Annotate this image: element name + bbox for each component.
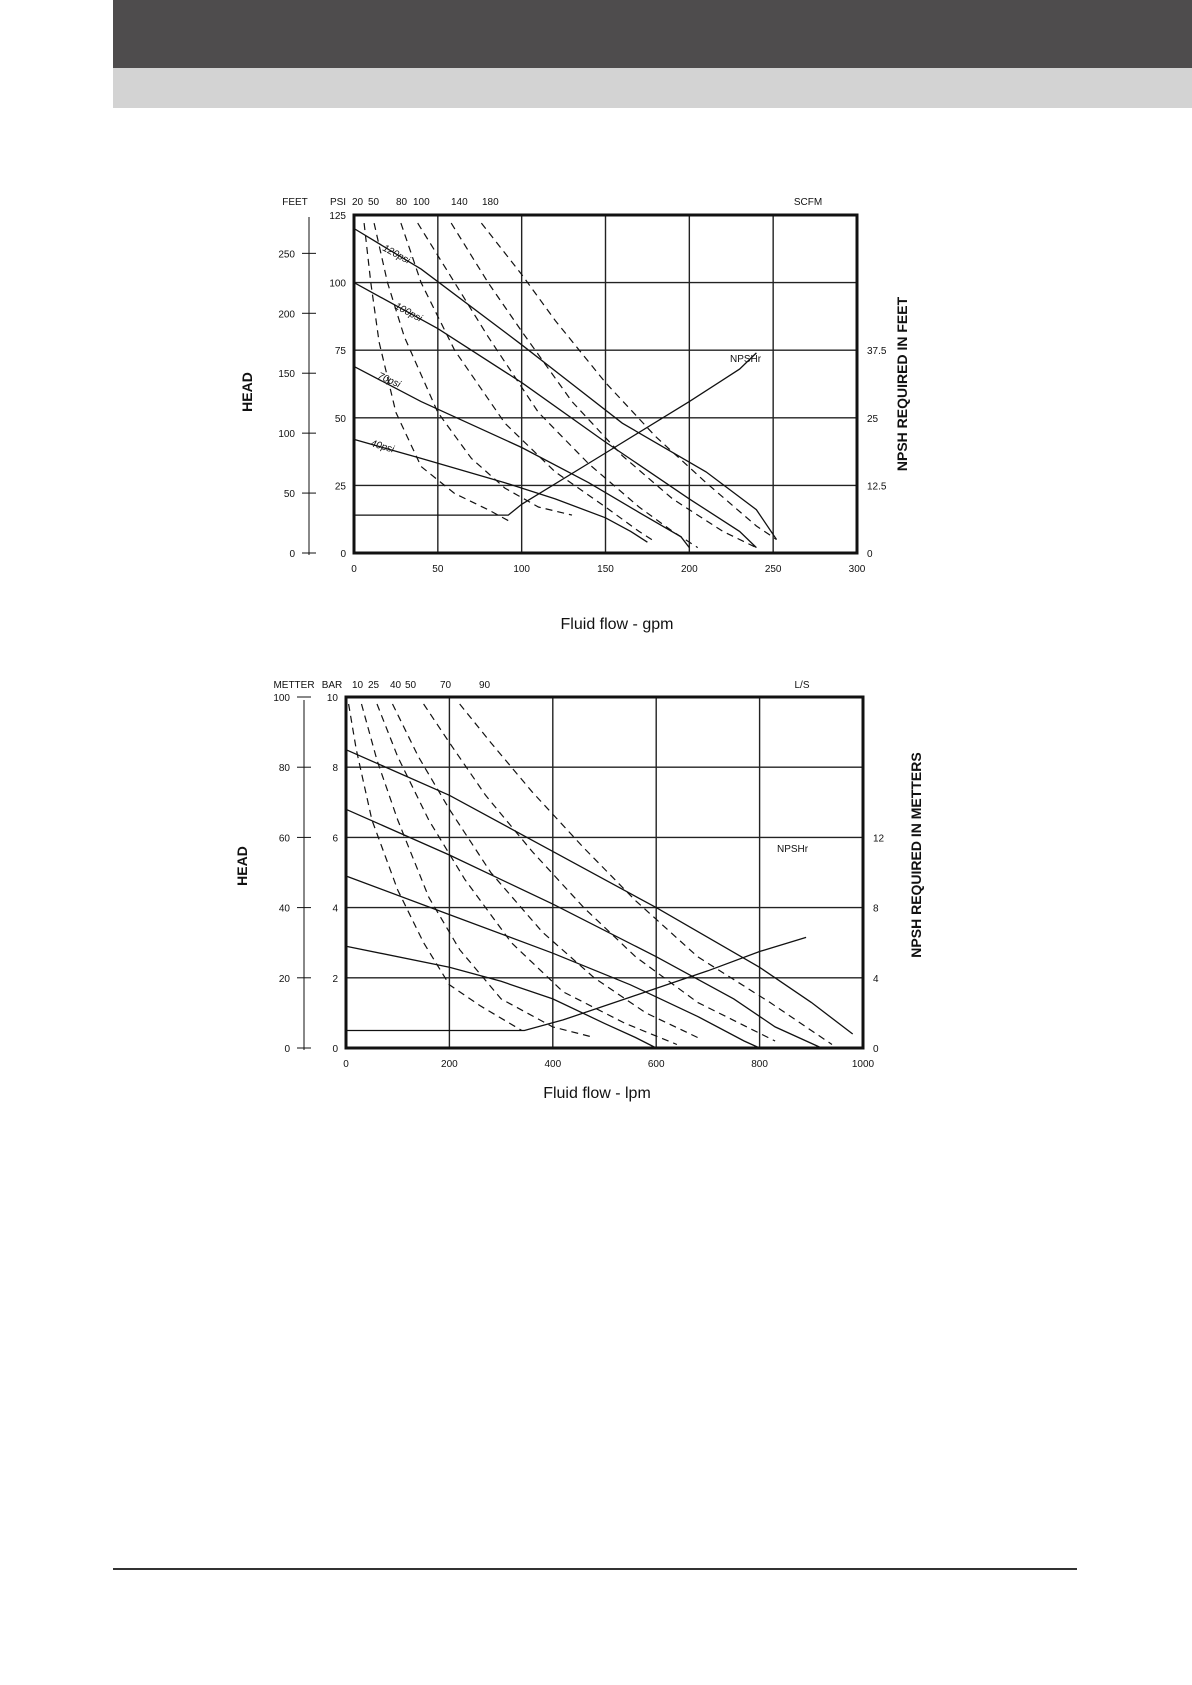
outer-axis-label: 50 (283, 489, 295, 501)
y2-tick-label: 12.5 (867, 481, 887, 493)
air-consumption-curve (401, 223, 656, 542)
x-tick-label: 200 (441, 1059, 458, 1070)
header-dark-band (113, 0, 1192, 68)
y-tick-label: 4 (332, 903, 338, 915)
air-curve-label: 180 (482, 197, 499, 208)
air-curve-label: 80 (396, 197, 408, 208)
pressure-curve (346, 750, 853, 1034)
pressure-curve (354, 229, 777, 540)
performance-chart-lpm (0, 660, 1192, 1120)
y2-tick-label: 8 (873, 903, 879, 915)
npsh-curve-label: NPSHr (730, 354, 762, 365)
y-tick-label: 125 (329, 211, 346, 222)
y-tick-label: 100 (329, 278, 346, 290)
y2-tick-label: 0 (873, 1044, 879, 1055)
x-axis-title: Fluid flow - gpm (560, 616, 674, 633)
x-tick-label: 150 (597, 564, 614, 575)
outer-axis-label: 40 (278, 903, 290, 915)
y2-tick-label: 0 (867, 549, 873, 560)
outer-axis-label: 100 (273, 693, 290, 704)
outer-axis-label: 0 (284, 1044, 290, 1055)
outer-axis-title: METTER (273, 680, 315, 691)
x-tick-label: 0 (343, 1059, 349, 1070)
x-tick-label: 600 (647, 1059, 665, 1070)
y2-tick-label: 4 (873, 973, 879, 985)
y2-tick-label: 37.5 (867, 346, 887, 358)
outer-axis-label: 100 (278, 429, 295, 441)
x-tick-label: 0 (351, 564, 357, 575)
x-tick-label: 300 (848, 564, 866, 575)
y-tick-label: 6 (332, 833, 338, 845)
outer-axis-label: 80 (278, 763, 290, 775)
y-axis-title: HEAD (239, 372, 255, 412)
y-tick-label: 0 (340, 549, 346, 560)
pressure-curve-label: 100psi (392, 300, 424, 325)
performance-chart-gpm (0, 180, 1192, 650)
x-tick-label: 800 (751, 1059, 768, 1070)
y-tick-label: 0 (332, 1044, 338, 1055)
y2-tick-label: 12 (873, 833, 885, 845)
y-tick-label: 8 (332, 763, 338, 775)
x-axis-title: Fluid flow - lpm (543, 1085, 651, 1102)
y-tick-label: 10 (326, 693, 338, 704)
air-curve-label: 90 (479, 680, 491, 691)
outer-axis-label: 60 (278, 833, 290, 845)
outer-axis-label: 150 (278, 369, 295, 381)
air-consumption-curve (451, 223, 756, 547)
y2-axis-title: NPSH REQUIRED IN METTERS (908, 752, 924, 958)
air-curve-label: 50 (368, 197, 380, 208)
x-tick-label: 250 (764, 564, 782, 575)
y-tick-label: 50 (334, 413, 346, 425)
air-curve-label: 20 (352, 197, 364, 208)
air-curve-label: 10 (352, 680, 364, 691)
y-tick-label: 75 (334, 346, 346, 358)
y-tick-label: 2 (332, 973, 338, 985)
outer-axis-label: 200 (278, 309, 295, 321)
outer-axis-label: 250 (278, 249, 295, 261)
air-scale-label: PSI (329, 197, 347, 208)
x-tick-label: 400 (544, 1059, 562, 1070)
air-consumption-curve (460, 704, 832, 1045)
air-unit-label: SCFM (793, 197, 823, 208)
x-tick-label: 200 (680, 564, 698, 575)
air-consumption-curve (374, 223, 572, 515)
outer-axis-label: 0 (289, 549, 295, 560)
air-curve-label: 50 (405, 680, 417, 691)
x-tick-label: 1000 (851, 1059, 875, 1070)
footer-rule (113, 1568, 1077, 1570)
plot-frame (346, 697, 863, 1048)
pressure-curve (346, 809, 822, 1048)
air-scale-label: BAR (321, 680, 343, 691)
air-consumption-curve (393, 704, 698, 1038)
air-curve-label: 100 (413, 197, 430, 208)
air-curve-label: 25 (368, 680, 380, 691)
y-axis-title: HEAD (234, 846, 250, 886)
y2-tick-label: 25 (867, 413, 879, 425)
air-consumption-curve (418, 223, 698, 547)
air-consumption-curve (377, 704, 677, 1045)
outer-axis-label: 20 (278, 973, 290, 985)
air-consumption-curve (424, 704, 775, 1041)
air-curve-label: 140 (451, 197, 468, 208)
pressure-curve-label: 120psi (380, 242, 412, 267)
pressure-curve-label: 40psi (369, 438, 396, 456)
pressure-curve (346, 946, 656, 1048)
air-unit-label: L/S (794, 680, 810, 691)
pressure-curve-label: 70psi (375, 370, 403, 391)
header-light-band (113, 68, 1192, 108)
pressure-curve (354, 283, 756, 548)
y-tick-label: 25 (334, 481, 346, 493)
y2-axis-title: NPSH REQUIRED IN FEET (894, 296, 910, 472)
x-tick-label: 50 (432, 564, 444, 575)
air-consumption-curve (364, 223, 508, 520)
npsh-curve (346, 937, 806, 1030)
x-tick-label: 100 (513, 564, 531, 575)
npsh-curve-label: NPSHr (777, 844, 809, 855)
air-curve-label: 70 (440, 680, 452, 691)
air-curve-label: 40 (390, 680, 402, 691)
outer-axis-title: FEET (282, 197, 308, 208)
